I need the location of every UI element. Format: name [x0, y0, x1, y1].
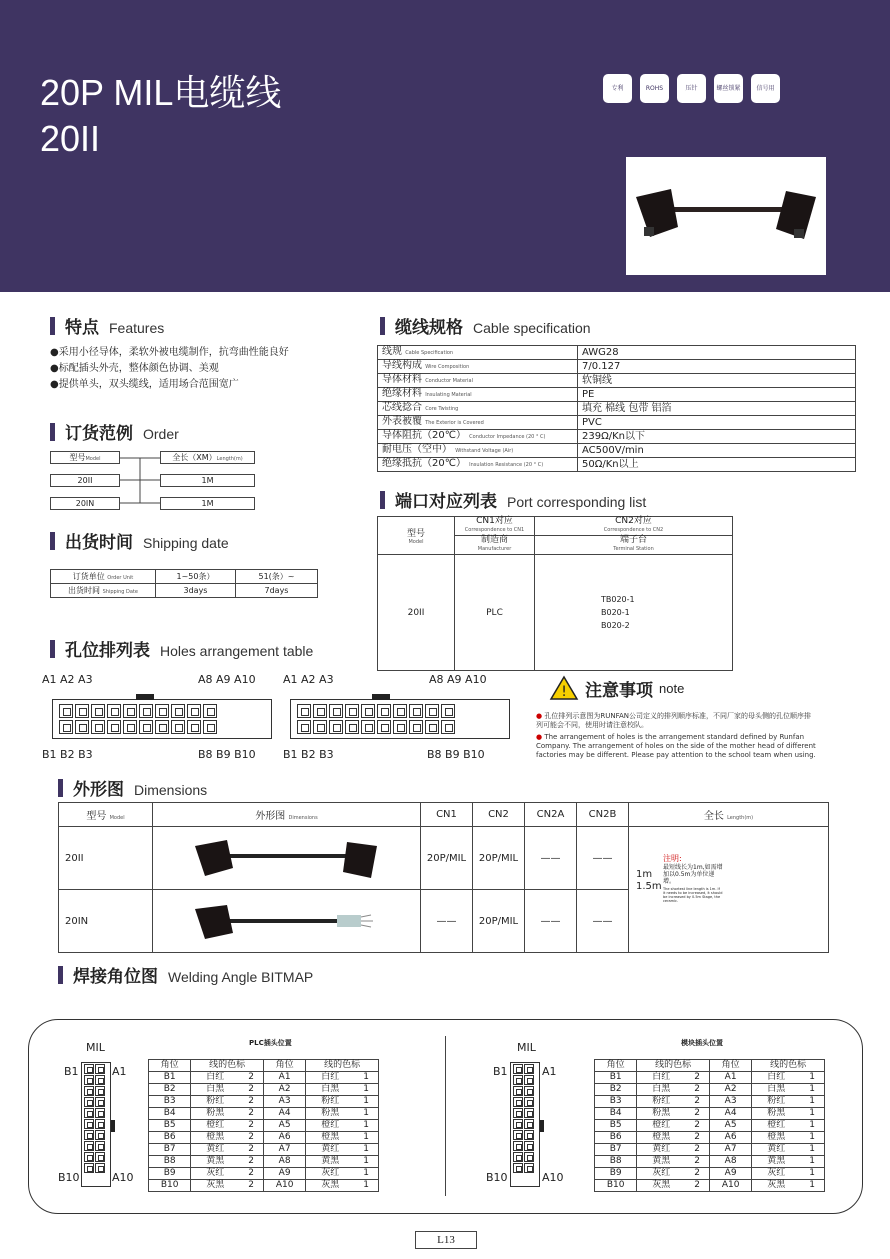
port-heading: 端口对应列表 Port corresponding list [380, 487, 646, 512]
table-row: 线规 Cable Specification AWG28 [378, 346, 856, 360]
table-row: B5 橙红 2 A5 橙红 1 [595, 1120, 825, 1132]
feature-item: ●标配插头外壳，整体颜色协调、美观 [50, 363, 219, 374]
connector-right [290, 699, 510, 739]
holes-heading: 孔位排列表 Holes arrangement table [50, 636, 313, 661]
welding-panel: MIL B1 A1 B10 A10 PLC插头位置 角位 线的色标 角位 线的色标 B1 白红 2 A1 白红 1 B2 白黑 2 A2 白黑 1 B3 粉红 2 A3 粉红 1 B4 粉黑 2 A4 粉黑 1 B5 橙红 2 A5 橙红 1 B6 橙黑 2 A6 橙黑 1 B7 黄红 2 A7 黄红 1 B8 黄黑 2 A8 黄黑 1 B9 灰红 2 A9 灰红 1 B10 灰黑 2 A10 灰黑 1 MIL B1 A1 B10 A10 模块插头位置 角位 线的色标 角位 线的色标 B1 白红 2 A1 白红 1 B2 白黑 2 A2 白黑 1 B3 粉红 2 A3 粉红 1 B4 粉黑 2 A4 粉黑 1 B5 橙红 2 A5 橙红 1 B6 橙黑 2 A6 橙黑 1 B7 黄红 2 A7 黄红 1 B8 黄黑 2 A8 黄黑 1 B9 灰红 2 A9 灰红 1 B10 灰黑 2 A10 灰黑 1 [28, 1019, 863, 1214]
table-row: B8 黄黑 2 A8 黄黑 1 [149, 1156, 379, 1168]
feature-item: ●采用小径导体，柔软外被电缆制作，抗弯曲性能良好 [50, 347, 289, 358]
product-photo [626, 157, 826, 275]
table-row: B6 橙黑 2 A6 橙黑 1 [595, 1132, 825, 1144]
dimensions-heading: 外形图 Dimensions [58, 775, 207, 800]
welding-heading: 焊接角位图 Welding Angle BITMAP [58, 962, 313, 987]
cable-image [626, 157, 826, 275]
page-title [40, 70, 281, 162]
cable-spec-table [377, 345, 856, 472]
shipping-table: 订货单位 Order Unit 1~50条） 51(条）~ 出货时间 Shipping Date 3days 7days [50, 569, 318, 598]
order-heading: 订货范例 Order [50, 419, 179, 444]
table-row: B2 白黑 2 A2 白黑 1 [149, 1084, 379, 1096]
table-row: B8 黄黑 2 A8 黄黑 1 [595, 1156, 825, 1168]
cable-drawing-double [153, 827, 421, 890]
warning-icon [549, 675, 579, 701]
table-row: 导线构成 Wire Composition 7/0.127 [378, 360, 856, 374]
table-row: B10 灰黑 2 A10 灰黑 1 [595, 1180, 825, 1192]
svg-text:!: ! [561, 684, 567, 700]
order-model-2: 20IN [50, 497, 120, 510]
table-row: 20II 20P/MIL 20P/MIL —— —— 1m 1.5m 注明: 最短线长为1m,如需增加以0.5m为单位递增。 The shortest line length is 1m. If it needs to be increased, it should be increased by 0.5m Stage, the ceramic. [59, 827, 829, 890]
certification-badges [603, 74, 780, 103]
connector-left [52, 699, 272, 739]
feature-item: ●提供单头，双头缆线，适用场合范围宽广 [50, 379, 239, 390]
length-cell: 1m 1.5m 注明: 最短线长为1m,如需增加以0.5m为单位递增。 The shortest line length is 1m. If it needs to be increased, it should be increased by 0.5m Stage, the ceramic. [629, 827, 829, 953]
table-row: B9 灰红 2 A9 灰红 1 [149, 1168, 379, 1180]
mil-connector-right [510, 1062, 540, 1187]
order-length-1: 1M [160, 474, 255, 487]
table-row: B3 粉红 2 A3 粉红 1 [149, 1096, 379, 1108]
features-heading: 特点 Features [50, 313, 164, 338]
table-row: 绝缘材料 Insulating Material PE [378, 388, 856, 402]
order-length-2: 1M [160, 497, 255, 510]
table-row: B9 灰红 2 A9 灰红 1 [595, 1168, 825, 1180]
table-row: B10 灰黑 2 A10 灰黑 1 [149, 1180, 379, 1192]
table-row: 导体阻抗（20℃） Conductor Impedance (20 ° C) 239Ω/Kn以下 [378, 430, 856, 444]
order-model-1: 20II [50, 474, 120, 487]
table-row: B6 橙黑 2 A6 橙黑 1 [149, 1132, 379, 1144]
rohs-badge: ROHS [640, 74, 669, 103]
table-row: B3 粉红 2 A3 粉红 1 [595, 1096, 825, 1108]
table-row: B1 白红 2 A1 白红 1 [149, 1072, 379, 1084]
mil-connector-left [81, 1062, 111, 1187]
patent-badge: 专利 [603, 74, 632, 103]
note-heading: ! 注意事项 note [549, 675, 684, 701]
table-row: 耐电压（空中） Withstand Voltage (Air) AC500V/min [378, 444, 856, 458]
welding-table-left: 角位 线的色标 角位 线的色标 B1 白红 2 A1 白红 1 B2 白黑 2 A2 白黑 1 B3 粉红 2 A3 粉红 1 B4 粉黑 2 A4 粉黑 1 B5 橙红 2 A5 橙红 1 B6 橙黑 2 A6 橙黑 1 B7 黄红 2 A7 黄红 1 B8 黄黑 2 A8 黄黑 1 B9 灰红 2 A9 灰红 1 B10 灰黑 2 A10 灰黑 1 [148, 1059, 379, 1192]
cable-drawing-single [153, 890, 421, 953]
features-list [50, 345, 289, 393]
table-row: B4 粉黑 2 A4 粉黑 1 [595, 1108, 825, 1120]
order-model-header: 型号Model [50, 451, 120, 464]
dimensions-table: 型号 Model 外形图 Dimensions CN1 CN2 CN2A CN2B 全长 Length(m) 20II 20P/MIL 20P/MIL —— —— 1m 1.5m 注明: 最短线长为1m,如需增加以0.5m为单位递增。 The shortest line length is 1m. If it needs to be increased, it should be increased by 0.5m Stage, the ceramic. 20IN —— 20P/MIL —— —— [58, 802, 829, 953]
port-table: 型号 Model CN1对应 Correspondence to CN1 制造商 Manufacturer CN2对应 Correspondence to CN2 端子台 Terminal Station 20II PLC TB020-1 B020-1 B020-2 [377, 516, 733, 671]
screw-lock-badge: 螺丝锁紧 [714, 74, 743, 103]
order-length-header: 全长（XM）Length(m) [160, 451, 255, 464]
order-connector-lines [120, 455, 160, 510]
table-row: 绝缘抵抗（20℃） Insulation Resistance (20 ° C) 50Ω/Kn以上 [378, 458, 856, 472]
page-number: L13 [415, 1231, 477, 1249]
table-row: 外表被覆 The Exterior is Covered PVC [378, 416, 856, 430]
header-banner [0, 0, 890, 292]
signal-badge: 信号用 [751, 74, 780, 103]
press-pin-badge: 压针 [677, 74, 706, 103]
welding-table-right: 角位 线的色标 角位 线的色标 B1 白红 2 A1 白红 1 B2 白黑 2 A2 白黑 1 B3 粉红 2 A3 粉红 1 B4 粉黑 2 A4 粉黑 1 B5 橙红 2 A5 橙红 1 B6 橙黑 2 A6 橙黑 1 B7 黄红 2 A7 黄红 1 B8 黄黑 2 A8 黄黑 1 B9 灰红 2 A9 灰红 1 B10 灰黑 2 A10 灰黑 1 [594, 1059, 825, 1192]
table-row: B4 粉黑 2 A4 粉黑 1 [149, 1108, 379, 1120]
table-row: B5 橙红 2 A5 橙红 1 [149, 1120, 379, 1132]
table-row: B7 黄红 2 A7 黄红 1 [149, 1144, 379, 1156]
table-row: 芯线捻合 Core Twisting 填充 棉线 包带 铝箔 [378, 402, 856, 416]
title-line-1: 20P MIL电缆线 [40, 72, 282, 113]
table-row: 20IN —— 20P/MIL —— —— [59, 890, 829, 953]
table-row: B2 白黑 2 A2 白黑 1 [595, 1084, 825, 1096]
table-row: B7 黄红 2 A7 黄红 1 [595, 1144, 825, 1156]
cable-spec-heading: 缆线规格 Cable specification [380, 313, 591, 338]
table-row: B1 白红 2 A1 白红 1 [595, 1072, 825, 1084]
shipping-heading: 出货时间 Shipping date [50, 528, 229, 553]
note-text: ● 孔位排列示意图为RUNFAN公司定义的排列顺序标准，不同厂家的母头侧的孔位顺序排列可能会不同，使用时请注意校队。 ● The arrangement of holes is the arrangement standard defined by Runfan Company. The arrangement of holes on the side of the mother head of different factories may be different. Please pay attention to the school team when using. [536, 712, 816, 759]
title-line-2: 20II [40, 118, 101, 159]
table-row: 导体材料 Conductor Material 软铜线 [378, 374, 856, 388]
